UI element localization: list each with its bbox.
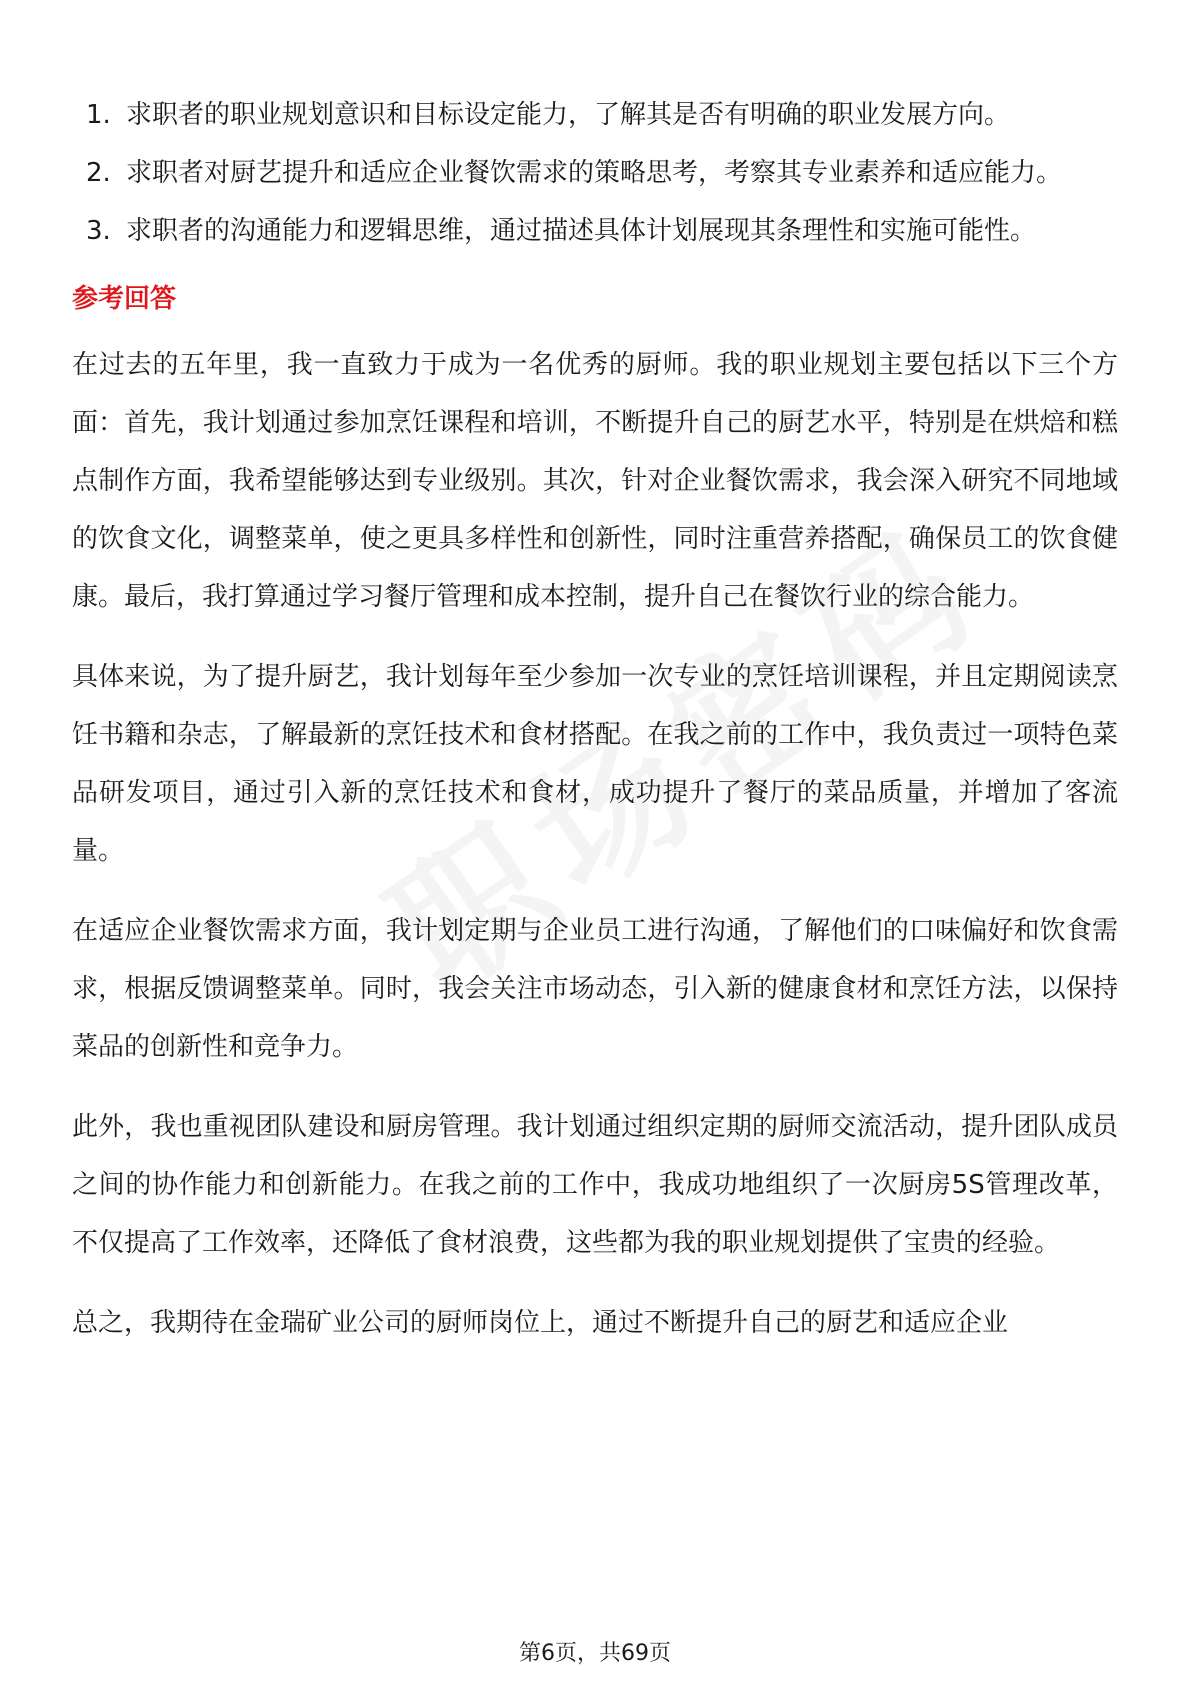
list-item-text: 求职者的职业规划意识和目标设定能力，了解其是否有明确的职业发展方向。	[126, 100, 1011, 130]
answer-paragraph: 总之，我期待在金瑞矿业公司的厨师岗位上，通过不断提升自己的厨艺和适应企业	[72, 1308, 1009, 1338]
answer-paragraph: 在适应企业餐饮需求方面，我计划定期与企业员工进行沟通，了解他们的口味偏好和饮食需求，根据反馈调整菜单。同时，我会关注市场动态，引入新的健康食材和烹饪方法，以保持菜品的创新性和竞争力。	[72, 916, 1118, 1062]
list-item-number: 3.	[86, 216, 111, 246]
evaluation-criteria-list	[72, 86, 1118, 260]
list-item-number: 2.	[86, 158, 111, 188]
list-item	[72, 144, 1118, 202]
section-title: 参考回答	[72, 284, 177, 314]
list-item-number: 1.	[86, 100, 111, 130]
page-content	[72, 86, 1118, 1374]
page-number-footer: 第6页，共69页	[519, 1641, 671, 1666]
answer-paragraph: 此外，我也重视团队建设和厨房管理。我计划通过组织定期的厨师交流活动，提升团队成员之间的协作能力和创新能力。在我之前的工作中，我成功地组织了一次厨房5S管理改革，不仅提高了工作效率，还降低了食材浪费，这些都为我的职业规划提供了宝贵的经验。	[72, 1112, 1118, 1258]
list-item	[72, 202, 1118, 260]
list-item-text: 求职者的沟通能力和逻辑思维，通过描述具体计划展现其条理性和实施可能性。	[126, 216, 1037, 246]
answer-paragraph: 在过去的五年里，我一直致力于成为一名优秀的厨师。我的职业规划主要包括以下三个方面：首先，我计划通过参加烹饪课程和培训，不断提升自己的厨艺水平，特别是在烘焙和糕点制作方面，我希望能够达到专业级别。其次，针对企业餐饮需求，我会深入研究不同地域的饮食文化，调整菜单，使之更具多样性和创新性，同时注重营养搭配，确保员工的饮食健康。最后，我打算通过学习餐厅管理和成本控制，提升自己在餐饮行业的综合能力。	[72, 350, 1118, 612]
answer-paragraph: 具体来说，为了提升厨艺，我计划每年至少参加一次专业的烹饪培训课程，并且定期阅读烹饪书籍和杂志，了解最新的烹饪技术和食材搭配。在我之前的工作中，我负责过一项特色菜品研发项目，通过引入新的烹饪技术和食材，成功提升了餐厅的菜品质量，并增加了客流量。	[72, 662, 1118, 866]
list-item-text: 求职者对厨艺提升和适应企业餐饮需求的策略思考，考察其专业素养和适应能力。	[126, 158, 1063, 188]
list-item	[72, 86, 1118, 144]
